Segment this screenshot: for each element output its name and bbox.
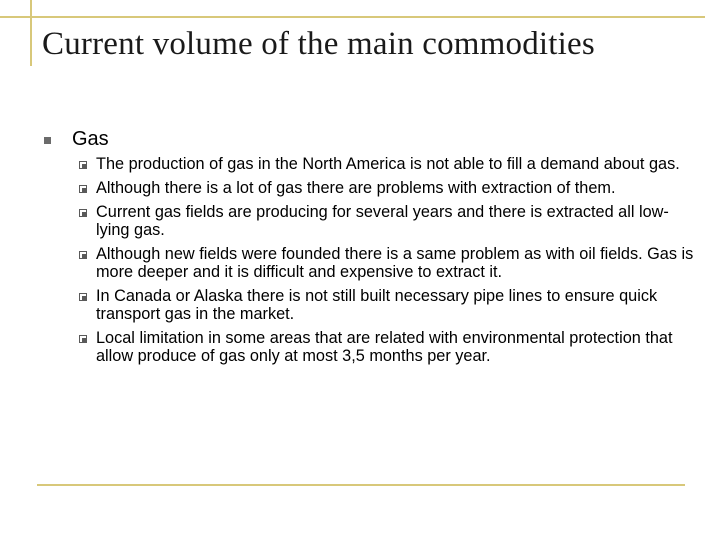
left-accent-line <box>30 0 32 66</box>
list-item-text: In Canada or Alaska there is not still built necessary pipe lines to ensure quick transport gas in the market. <box>96 287 658 323</box>
sub-bullet-list <box>78 155 698 371</box>
list-item <box>78 245 698 281</box>
bullet-heading-gas: Gas <box>72 128 109 150</box>
list-item-text: Although there is a lot of gas there are problems with extraction of them. <box>96 179 616 197</box>
list-item-text: Current gas fields are producing for several years and there is extracted all low-lying gas. <box>96 203 669 239</box>
list-item <box>78 179 698 197</box>
top-divider-line <box>0 16 705 18</box>
list-item <box>78 329 698 365</box>
checkbox-bullet-icon <box>79 293 87 301</box>
list-item <box>78 287 698 323</box>
list-item <box>78 203 698 239</box>
bottom-divider-line <box>37 484 685 486</box>
checkbox-bullet-icon <box>79 161 87 169</box>
checkbox-bullet-icon <box>79 335 87 343</box>
slide-title: Current volume of the main commodities <box>42 26 595 62</box>
checkbox-bullet-icon <box>79 251 87 259</box>
checkbox-bullet-icon <box>79 185 87 193</box>
list-item <box>78 155 698 173</box>
list-item-text: Although new fields were founded there is a same problem as with oil fields. Gas is more deeper and it is difficult and expensive to extract it. <box>96 245 694 281</box>
square-bullet-icon <box>44 137 51 144</box>
checkbox-bullet-icon <box>79 209 87 217</box>
list-item-text: The production of gas in the North America is not able to fill a demand about gas. <box>96 155 680 173</box>
list-item-text: Local limitation in some areas that are related with environmental protection that allow produce of gas only at most 3,5 months per year. <box>96 329 673 365</box>
